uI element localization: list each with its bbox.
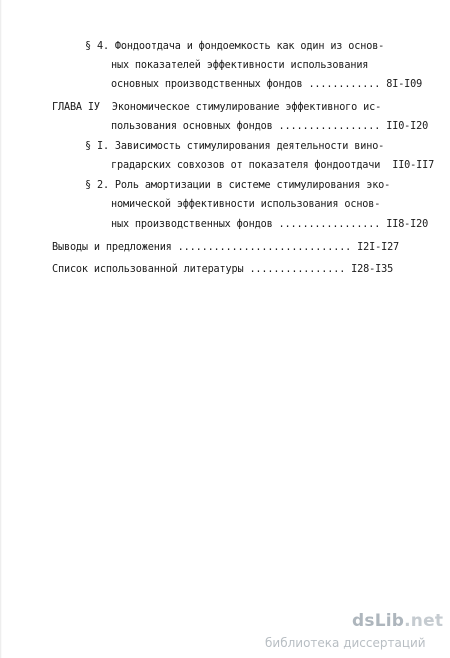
toc-line: Выводы и предложения ............................. I2I-I27 xyxy=(52,242,400,253)
toc-line: § 4. Фондоотдача и фондоемкость как один из основ- xyxy=(85,41,385,52)
toc-line: ных показателей эффективности использования xyxy=(111,60,369,71)
chapter-heading: ГЛАВА IУ Экономическое стимулирование эффективного ис- xyxy=(52,102,382,113)
toc-line: номической эффективности использования основ- xyxy=(111,199,381,210)
toc-line: основных производственных фондов ............ 8I-I09 xyxy=(111,79,423,90)
toc-line: градарских совхозов от показателя фондоотдачи II0-II7 xyxy=(111,160,435,171)
page-left-edge xyxy=(0,0,2,658)
toc-line: пользования основных фондов ................. II0-I20 xyxy=(111,121,429,132)
watermark-logo: dsLib.net xyxy=(352,611,444,631)
toc-line: ных производственных фондов ................. II8-I20 xyxy=(111,219,429,230)
watermark-subtitle: библиотека диссертаций xyxy=(265,636,426,650)
toc-line: § I. Зависимость стимулирования деятельности вино- xyxy=(85,141,385,152)
toc-line: § 2. Роль амортизации в системе стимулирования эко- xyxy=(85,180,391,191)
toc-line: Список использованной литературы ................ I28-I35 xyxy=(52,264,394,275)
